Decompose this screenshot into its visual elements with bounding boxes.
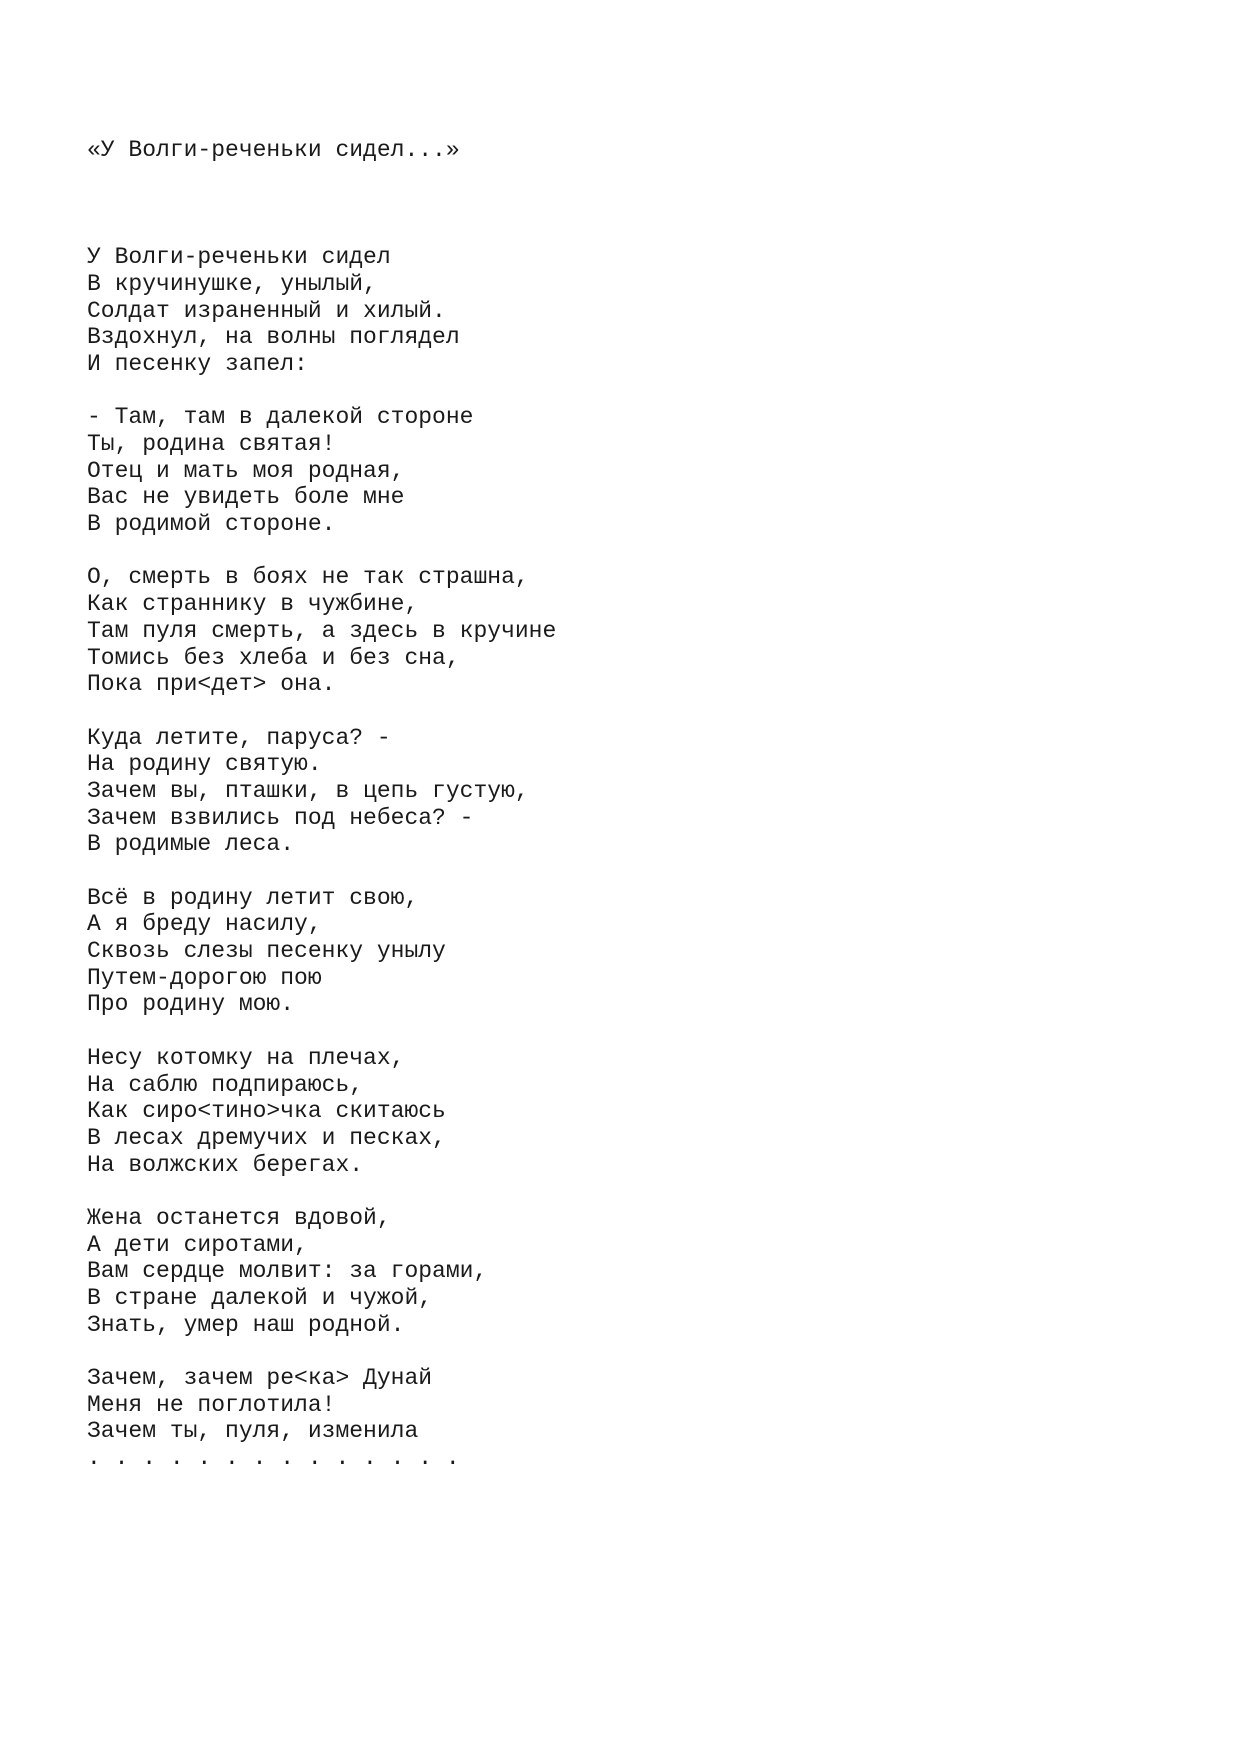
poem-line: Зачем взвились под небеса? - [87,804,474,831]
poem-line: Про родину мою. [87,991,295,1018]
poem-stanzas [87,244,1187,1472]
poem-line: . . . . . . . . . . . . . . [87,1445,460,1472]
poem-line: Меня не поглотила! [87,1391,336,1418]
poem-line: В родимой стороне. [87,511,336,538]
poem-line: Как страннику в чужбине, [87,591,419,618]
stanza [87,1365,1187,1472]
poem-line: Зачем ты, пуля, изменила [87,1418,419,1445]
poem-line: Вздохнул, на волны поглядел [87,324,460,351]
poem-line: А дети сиротами, [87,1231,308,1258]
poem-line: О, смерть в боях не так страшна, [87,564,529,591]
poem-line: В стране далекой и чужой, [87,1285,433,1311]
poem-line: Жена останется вдовой, [87,1204,391,1231]
poem-line: Зачем, зачем ре<ка> Дунай [87,1365,433,1392]
poem-line: Ты, родина святая! [87,431,336,457]
poem-line: На родину святую. [87,751,322,778]
poem-line: Путем-дорогою пою [87,964,322,991]
poem-line: И песенку запел: [87,350,308,377]
poem-line: Как сиро<тино>чка скитаюсь [87,1098,446,1125]
poem-line: В кручинушке, унылый, [87,270,377,297]
poem-line: Солдат израненный и хилый. [87,297,446,324]
poem-line: У Волги-реченьки сидел [87,244,391,271]
poem-line: В родимые леса. [87,831,295,858]
poem-line: В лесах дремучих и песках, [87,1124,446,1151]
poem-line: На саблю подпираюсь, [87,1071,364,1098]
stanza [87,725,1187,858]
poem-line: Вам сердце молвит: за горами, [87,1258,488,1285]
poem-text [87,84,1187,1552]
stanza [87,244,1187,377]
stanza [87,564,1187,697]
poem-line: Зачем вы, пташки, в цепь густую, [87,777,529,804]
poem-line: Пока при<дет> она. [87,671,336,698]
poem-line: На волжских берегах. [87,1151,364,1178]
poem-line: Отец и мать моя родная, [87,457,405,484]
poem-line: Несу котомку на плечах, [87,1044,405,1071]
poem-line: А я бреду насилу, [87,911,322,938]
stanza [87,1205,1187,1338]
stanza [87,885,1187,1018]
poem-line: Сквозь слезы песенку унылу [87,938,446,965]
poem-line: Всё в родину летит свою, [87,884,419,911]
poem-line: Вас не увидеть боле мне [87,484,405,511]
poem-line: Куда летите, паруса? - [87,724,391,751]
poem-line: - Там, там в далекой стороне [87,404,474,431]
stanza [87,404,1187,537]
poem-line: Томись без хлеба и без сна, [87,644,460,671]
poem-line: Знать, умер наш родной. [87,1311,405,1338]
stanza [87,1045,1187,1178]
poem-line: Там пуля смерть, а здесь в кручине [87,617,557,644]
poem-title: «У Волги-реченьки сидел...» [87,137,460,164]
